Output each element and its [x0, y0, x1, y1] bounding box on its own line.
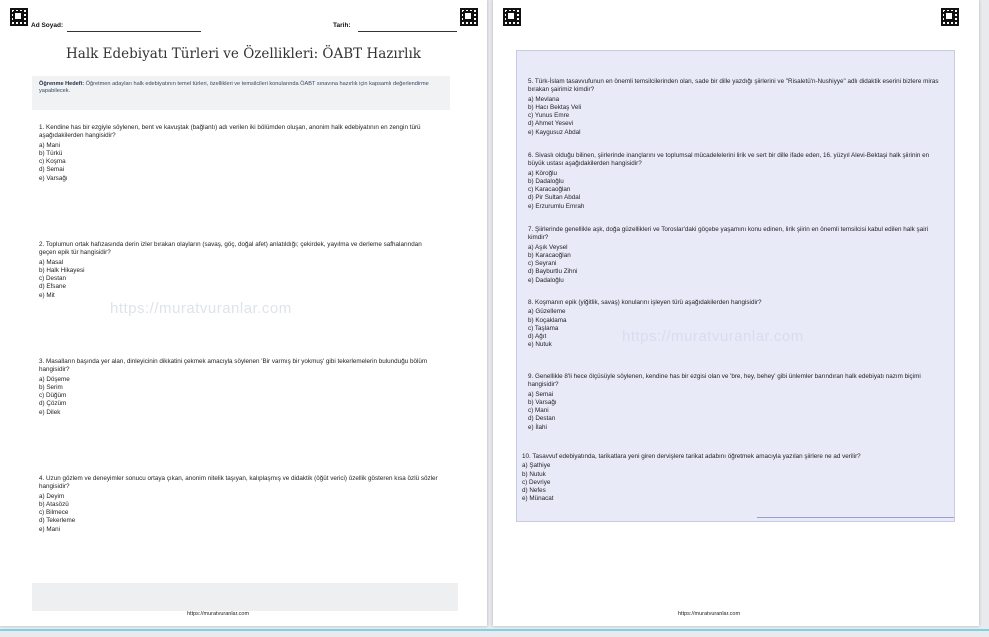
- option-b[interactable]: b) Nutuk: [522, 470, 546, 478]
- option-a[interactable]: a) Semai: [528, 390, 554, 398]
- watermark: https://muratvuranlar.com: [622, 328, 804, 345]
- qr-code-icon: [941, 8, 959, 26]
- option-d[interactable]: d) Efsane: [39, 283, 66, 291]
- option-a[interactable]: a) Mevlana: [528, 95, 560, 103]
- option-c[interactable]: c) Koşma: [39, 158, 66, 166]
- question-2: [39, 241, 439, 300]
- question-text: 7. Şiirlerinde genellikle aşk, doğa güzellikleri ve Toroslar'daki göçebe yaşamını konu edinen, lirik şiirin en önemli temsilcisi kabul edilen halk şairi kimdir?: [528, 226, 929, 242]
- name-label: Ad Soyad:: [31, 22, 64, 29]
- question-6: [528, 152, 943, 211]
- learning-objective: [32, 76, 450, 110]
- option-c[interactable]: c) Yunus Emre: [528, 112, 570, 120]
- option-c[interactable]: c) Seyrani: [528, 260, 557, 268]
- option-a[interactable]: a) Güzelleme: [528, 308, 566, 316]
- option-d[interactable]: d) Ağıt: [528, 333, 547, 341]
- question-8: [528, 299, 943, 350]
- option-d[interactable]: d) Nefes: [522, 487, 546, 495]
- date-field-line[interactable]: [358, 31, 457, 32]
- footer-url[interactable]: https://muratvuranlar.com: [678, 611, 741, 617]
- page-title: Halk Edebiyatı Türleri ve Özellikleri: ÖABT Hazırlık: [66, 46, 421, 62]
- question-text: 8. Koşmanın epik (yiğitlik, savaş) konularını işleyen türü aşağıdakilerden hangisidir?: [528, 299, 762, 306]
- qr-code-icon: [460, 8, 478, 26]
- option-c[interactable]: c) Destan: [39, 275, 66, 283]
- option-e[interactable]: e) Dilek: [39, 408, 61, 416]
- objective-label: Öğrenme Hedefi:: [39, 81, 85, 87]
- option-c[interactable]: c) Bilmece: [39, 509, 69, 517]
- name-field-line[interactable]: [67, 31, 201, 32]
- question-10: [522, 453, 942, 504]
- option-e[interactable]: e) Mit: [39, 291, 55, 299]
- option-b[interactable]: b) Dadaloğlu: [528, 177, 564, 185]
- option-b[interactable]: b) Serim: [39, 383, 63, 391]
- question-text: 6. Sivaslı olduğu bilinen, şiirlerinde inançlarını ve toplumsal mücadelelerini lirik ve sert bir dille ifade eden, 16. yüzyıl Alevi-Bektaşi halk şiirinin en büyük ustası aşağıdakilerden hangisidir?: [528, 152, 930, 168]
- option-d[interactable]: d) Bayburtlu Zihni: [528, 268, 578, 276]
- option-c[interactable]: c) Düğüm: [39, 392, 67, 400]
- qr-code-icon: [503, 8, 521, 26]
- footer-url[interactable]: https://muratvuranlar.com: [187, 611, 250, 617]
- option-a[interactable]: a) Mani: [39, 141, 60, 149]
- question-4: [39, 475, 439, 534]
- option-e[interactable]: e) İlahi: [528, 423, 547, 431]
- date-label: Tarih:: [333, 22, 351, 29]
- option-b[interactable]: b) Halk Hikayesi: [39, 266, 85, 274]
- question-text: 9. Genellikle 8'li hece ölçüsüyle söylenen, kendine has bir ezgisi olan ve 'bre, hey, behey' gibi ünlemler barındıran halk edebiyatı nazım biçimi hangisidir?: [528, 373, 921, 389]
- option-d[interactable]: d) Pir Sultan Abdal: [528, 194, 581, 202]
- option-e[interactable]: e) Nutuk: [528, 341, 552, 349]
- question-text: 10. Tasavvuf edebiyatında, tarikatlara yeni giren dervişlere tarikat adabını öğretmek amacıyla yazılan şiirlere ne ad verilir?: [522, 453, 861, 460]
- option-e[interactable]: e) Varsağı: [39, 174, 68, 182]
- question-text: 1. Kendine has bir ezgiyle söylenen, bent ve kavuştak (bağlantı) adı verilen iki bölümden oluşan, anonim halk edebiyatının en zengin türü aşağıdakilerden hangisidir?: [39, 124, 421, 140]
- option-a[interactable]: a) Deyim: [39, 492, 65, 500]
- option-a[interactable]: a) Şathiye: [522, 462, 551, 470]
- option-b[interactable]: b) Koçaklama: [528, 316, 567, 324]
- option-c[interactable]: c) Devriye: [522, 478, 551, 486]
- option-e[interactable]: e) Münacat: [522, 495, 554, 503]
- objective-text: Öğretmen adayları halk edebiyatının temel türleri, özellikleri ve temsilcileri konularında ÖABT sınavına hazırlık için kapsamlı değerlendirme yapabilecek.: [39, 81, 429, 94]
- question-1: [39, 124, 439, 183]
- watermark: https://muratvuranlar.com: [110, 300, 292, 317]
- question-text: 2. Toplumun ortak hafızasında derin izler bırakan olayların (savaş, göç, doğal afet) anlatıldığı; çekirdek, yayılma ve derleme safhalarından geçen epik tür hangisidir?: [39, 241, 422, 257]
- question-text: 5. Türk-İslam tasavvufunun en önemli temsilcilerinden olan, sade bir dille yazdığı şiirlerini ve "Risaletü'n-Nushiyye" adlı didaktik eserini bizlere miras bırakan şairimiz kimdir?: [528, 78, 939, 94]
- question-text: 3. Masalların başında yer alan, dinleyicinin dikkatini çekmek amacıyla söylenen 'Bir varmış bir yokmuş' gibi tekerlemelerin bulunduğu bölüm hangisidir?: [39, 358, 428, 374]
- option-d[interactable]: d) Tekerleme: [39, 517, 76, 525]
- questions-panel: [516, 50, 955, 522]
- option-a[interactable]: a) Döşeme: [39, 375, 70, 383]
- option-b[interactable]: b) Hacı Bektaş Veli: [528, 103, 582, 111]
- option-d[interactable]: d) Semai: [39, 166, 65, 174]
- question-5: [528, 78, 943, 137]
- option-c[interactable]: c) Karacaoğlan: [528, 186, 571, 194]
- qr-code-icon: [10, 8, 28, 26]
- option-b[interactable]: b) Türkü: [39, 149, 63, 157]
- option-b[interactable]: b) Atasözü: [39, 500, 69, 508]
- divider: [757, 517, 954, 518]
- option-b[interactable]: b) Varsağı: [528, 398, 557, 406]
- worksheet-page-1: [0, 0, 487, 626]
- answer-box: [32, 583, 458, 611]
- question-9: [528, 373, 943, 432]
- option-e[interactable]: e) Mani: [39, 525, 60, 533]
- option-a[interactable]: a) Köroğlu: [528, 169, 558, 177]
- option-d[interactable]: d) Çözüm: [39, 400, 67, 408]
- option-b[interactable]: b) Karacaoğlan: [528, 251, 571, 259]
- option-d[interactable]: d) Destan: [528, 415, 556, 423]
- worksheet-page-2: [493, 0, 979, 626]
- bottom-accent-bar: [0, 629, 989, 637]
- option-e[interactable]: e) Dadaloğlu: [528, 276, 564, 284]
- question-text: 4. Uzun gözlem ve deneyimler sonucu ortaya çıkan, anonim nitelik taşıyan, kalıplaşmış ve didaktik (öğüt verici) özellik gösteren kısa özlü sözler hangisidir?: [39, 475, 438, 491]
- question-7: [528, 226, 943, 285]
- option-c[interactable]: c) Taşlama: [528, 324, 559, 332]
- option-d[interactable]: d) Ahmet Yesevi: [528, 120, 574, 128]
- question-3: [39, 358, 439, 417]
- option-e[interactable]: e) Erzurumlu Emrah: [528, 202, 585, 210]
- option-e[interactable]: e) Kaygusuz Abdal: [528, 128, 581, 136]
- option-c[interactable]: c) Mani: [528, 407, 549, 415]
- option-a[interactable]: a) Masal: [39, 258, 64, 266]
- option-a[interactable]: a) Aşık Veysel: [528, 243, 568, 251]
